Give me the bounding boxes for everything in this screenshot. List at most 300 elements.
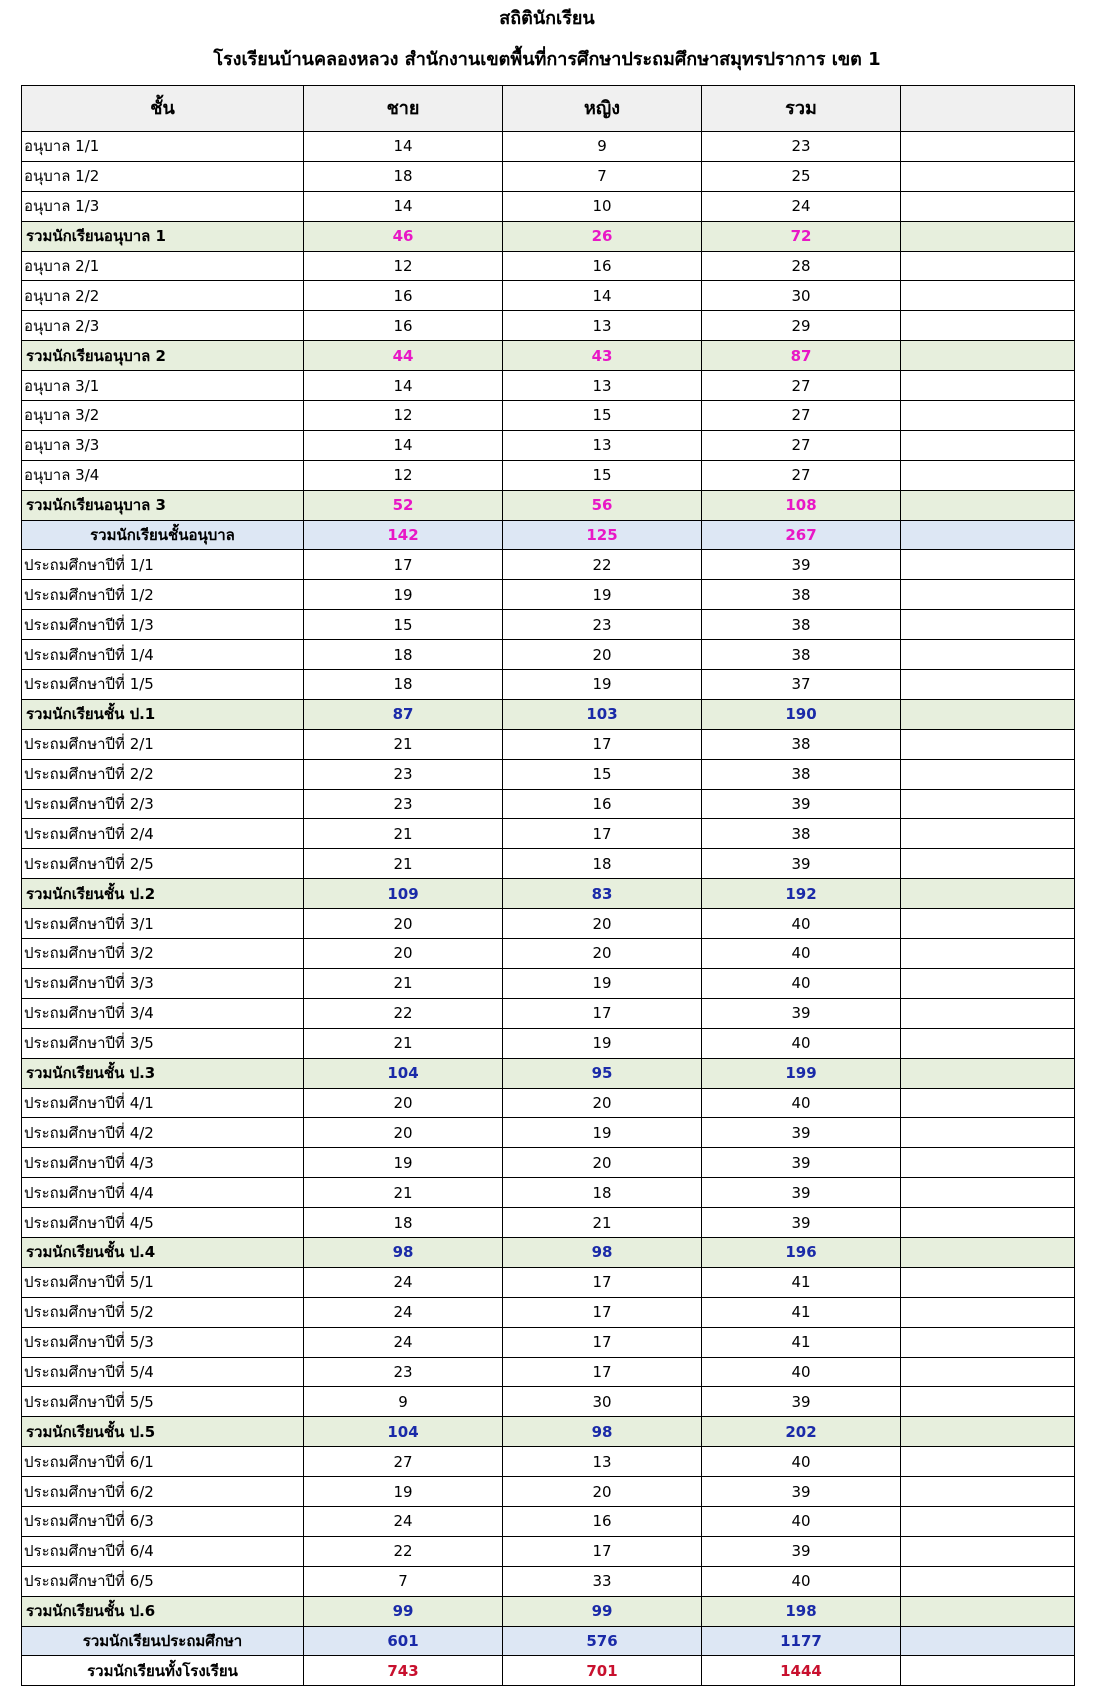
male-count-cell: 52 [304, 490, 503, 520]
total-count-cell: 28 [702, 251, 901, 281]
table-row [22, 1387, 1075, 1417]
class-name-cell: ประถมศึกษาปีที่ 4/3 [22, 1148, 304, 1178]
table-row [22, 1267, 1075, 1297]
header-total: รวม [702, 86, 901, 132]
female-count-cell: 17 [503, 729, 702, 759]
class-name-cell: รวมนักเรียนอนุบาล 1 [22, 221, 304, 251]
female-count-cell: 17 [503, 998, 702, 1028]
total-count-cell: 40 [702, 1357, 901, 1387]
class-name-cell: รวมนักเรียนประถมศึกษา [22, 1626, 304, 1656]
table-row [22, 759, 1075, 789]
table-row [22, 1477, 1075, 1507]
blank-cell [901, 1088, 1075, 1118]
total-count-cell: 38 [702, 759, 901, 789]
total-count-cell: 37 [702, 670, 901, 700]
female-count-cell: 20 [503, 939, 702, 969]
class-name-cell: อนุบาล 2/2 [22, 281, 304, 311]
male-count-cell: 21 [304, 729, 503, 759]
table-row [22, 1506, 1075, 1536]
table-row [22, 729, 1075, 759]
table-row [22, 1148, 1075, 1178]
table-row [22, 939, 1075, 969]
total-count-cell: 40 [702, 939, 901, 969]
total-count-cell: 192 [702, 879, 901, 909]
male-count-cell: 16 [304, 311, 503, 341]
female-count-cell: 14 [503, 281, 702, 311]
blank-cell [901, 729, 1075, 759]
female-count-cell: 19 [503, 580, 702, 610]
female-count-cell: 19 [503, 1118, 702, 1148]
class-name-cell: รวมนักเรียนอนุบาล 3 [22, 490, 304, 520]
blank-cell [901, 401, 1075, 431]
total-row [22, 699, 1075, 729]
total-count-cell: 196 [702, 1237, 901, 1267]
total-count-cell: 41 [702, 1267, 901, 1297]
male-count-cell: 9 [304, 1387, 503, 1417]
male-count-cell: 7 [304, 1566, 503, 1596]
blank-cell [901, 1536, 1075, 1566]
female-count-cell: 13 [503, 371, 702, 401]
class-name-cell: ประถมศึกษาปีที่ 3/4 [22, 998, 304, 1028]
class-name-cell: ประถมศึกษาปีที่ 3/1 [22, 909, 304, 939]
total-count-cell: 1177 [702, 1626, 901, 1656]
blank-cell [901, 819, 1075, 849]
class-name-cell: ประถมศึกษาปีที่ 2/5 [22, 849, 304, 879]
table-row [22, 909, 1075, 939]
table-row [22, 1536, 1075, 1566]
male-count-cell: 12 [304, 251, 503, 281]
class-name-cell: อนุบาล 1/1 [22, 132, 304, 162]
female-count-cell: 16 [503, 251, 702, 281]
blank-cell [901, 1626, 1075, 1656]
table-row [22, 251, 1075, 281]
male-count-cell: 19 [304, 1477, 503, 1507]
class-name-cell: ประถมศึกษาปีที่ 1/2 [22, 580, 304, 610]
table-row [22, 1208, 1075, 1238]
blank-cell [901, 1148, 1075, 1178]
table-row [22, 1028, 1075, 1058]
male-count-cell: 44 [304, 341, 503, 371]
female-count-cell: 21 [503, 1208, 702, 1238]
male-count-cell: 24 [304, 1267, 503, 1297]
total-row [22, 221, 1075, 251]
total-count-cell: 25 [702, 161, 901, 191]
total-row [22, 1596, 1075, 1626]
blank-cell [901, 251, 1075, 281]
female-count-cell: 701 [503, 1656, 702, 1686]
blank-cell [901, 849, 1075, 879]
male-count-cell: 14 [304, 371, 503, 401]
table-row [22, 1297, 1075, 1327]
class-name-cell: รวมนักเรียนชั้น ป.1 [22, 699, 304, 729]
total-count-cell: 27 [702, 460, 901, 490]
blank-cell [901, 1596, 1075, 1626]
blank-cell [901, 939, 1075, 969]
male-count-cell: 21 [304, 819, 503, 849]
total-count-cell: 40 [702, 909, 901, 939]
male-count-cell: 23 [304, 1357, 503, 1387]
male-count-cell: 19 [304, 580, 503, 610]
male-count-cell: 87 [304, 699, 503, 729]
blank-cell [901, 341, 1075, 371]
female-count-cell: 99 [503, 1596, 702, 1626]
total-row [22, 1626, 1075, 1656]
class-name-cell: ประถมศึกษาปีที่ 2/1 [22, 729, 304, 759]
table-row [22, 670, 1075, 700]
table-row [22, 1118, 1075, 1148]
table-row [22, 580, 1075, 610]
table-row [22, 1088, 1075, 1118]
total-count-cell: 38 [702, 610, 901, 640]
header-class: ชั้น [22, 86, 304, 132]
female-count-cell: 19 [503, 1028, 702, 1058]
table-row [22, 1357, 1075, 1387]
blank-cell [901, 430, 1075, 460]
female-count-cell: 17 [503, 1357, 702, 1387]
blank-cell [901, 998, 1075, 1028]
total-count-cell: 39 [702, 1387, 901, 1417]
male-count-cell: 12 [304, 460, 503, 490]
blank-cell [901, 1297, 1075, 1327]
total-count-cell: 38 [702, 819, 901, 849]
blank-cell [901, 191, 1075, 221]
table-row [22, 430, 1075, 460]
class-name-cell: รวมนักเรียนชั้น ป.6 [22, 1596, 304, 1626]
total-count-cell: 39 [702, 1208, 901, 1238]
class-name-cell: ประถมศึกษาปีที่ 4/4 [22, 1178, 304, 1208]
total-count-cell: 198 [702, 1596, 901, 1626]
male-count-cell: 109 [304, 879, 503, 909]
class-name-cell: รวมนักเรียนทั้งโรงเรียน [22, 1656, 304, 1686]
table-row [22, 849, 1075, 879]
blank-cell [901, 1417, 1075, 1447]
total-count-cell: 87 [702, 341, 901, 371]
blank-cell [901, 1208, 1075, 1238]
blank-cell [901, 1327, 1075, 1357]
female-count-cell: 83 [503, 879, 702, 909]
blank-cell [901, 550, 1075, 580]
total-row [22, 1237, 1075, 1267]
blank-cell [901, 1477, 1075, 1507]
blank-cell [901, 1058, 1075, 1088]
total-count-cell: 27 [702, 430, 901, 460]
class-name-cell: ประถมศึกษาปีที่ 5/2 [22, 1297, 304, 1327]
male-count-cell: 18 [304, 1208, 503, 1238]
female-count-cell: 30 [503, 1387, 702, 1417]
blank-cell [901, 580, 1075, 610]
class-name-cell: อนุบาล 3/1 [22, 371, 304, 401]
male-count-cell: 46 [304, 221, 503, 251]
total-count-cell: 39 [702, 789, 901, 819]
female-count-cell: 17 [503, 1267, 702, 1297]
blank-cell [901, 221, 1075, 251]
blank-cell [901, 1357, 1075, 1387]
table-header-row [22, 86, 1075, 132]
female-count-cell: 26 [503, 221, 702, 251]
female-count-cell: 56 [503, 490, 702, 520]
total-count-cell: 38 [702, 580, 901, 610]
female-count-cell: 125 [503, 520, 702, 550]
class-name-cell: รวมนักเรียนชั้น ป.5 [22, 1417, 304, 1447]
class-name-cell: ประถมศึกษาปีที่ 4/5 [22, 1208, 304, 1238]
class-name-cell: ประถมศึกษาปีที่ 4/1 [22, 1088, 304, 1118]
male-count-cell: 601 [304, 1626, 503, 1656]
female-count-cell: 15 [503, 759, 702, 789]
female-count-cell: 20 [503, 909, 702, 939]
class-name-cell: ประถมศึกษาปีที่ 5/1 [22, 1267, 304, 1297]
blank-cell [901, 610, 1075, 640]
header-female: หญิง [503, 86, 702, 132]
page-title: สถิตินักเรียน [499, 8, 595, 29]
table-row [22, 161, 1075, 191]
total-count-cell: 39 [702, 1118, 901, 1148]
total-count-cell: 39 [702, 998, 901, 1028]
male-count-cell: 15 [304, 610, 503, 640]
blank-cell [901, 1387, 1075, 1417]
male-count-cell: 99 [304, 1596, 503, 1626]
class-name-cell: ประถมศึกษาปีที่ 2/2 [22, 759, 304, 789]
total-count-cell: 30 [702, 281, 901, 311]
class-name-cell: รวมนักเรียนอนุบาล 2 [22, 341, 304, 371]
male-count-cell: 142 [304, 520, 503, 550]
total-row [22, 520, 1075, 550]
total-count-cell: 39 [702, 550, 901, 580]
male-count-cell: 17 [304, 550, 503, 580]
female-count-cell: 98 [503, 1417, 702, 1447]
blank-cell [901, 1178, 1075, 1208]
class-name-cell: อนุบาล 1/3 [22, 191, 304, 221]
total-count-cell: 40 [702, 1506, 901, 1536]
class-name-cell: ประถมศึกษาปีที่ 6/4 [22, 1536, 304, 1566]
male-count-cell: 24 [304, 1327, 503, 1357]
female-count-cell: 18 [503, 1178, 702, 1208]
blank-cell [901, 968, 1075, 998]
class-name-cell: อนุบาล 3/4 [22, 460, 304, 490]
blank-cell [901, 311, 1075, 341]
total-count-cell: 39 [702, 1536, 901, 1566]
table-row [22, 1566, 1075, 1596]
male-count-cell: 98 [304, 1237, 503, 1267]
class-name-cell: ประถมศึกษาปีที่ 1/1 [22, 550, 304, 580]
blank-cell [901, 161, 1075, 191]
total-count-cell: 72 [702, 221, 901, 251]
total-count-cell: 41 [702, 1327, 901, 1357]
class-name-cell: อนุบาล 3/3 [22, 430, 304, 460]
female-count-cell: 103 [503, 699, 702, 729]
female-count-cell: 20 [503, 1477, 702, 1507]
male-count-cell: 743 [304, 1656, 503, 1686]
blank-cell [901, 789, 1075, 819]
class-name-cell: ประถมศึกษาปีที่ 1/5 [22, 670, 304, 700]
student-stats-table [21, 85, 1075, 1686]
male-count-cell: 14 [304, 191, 503, 221]
class-name-cell: ประถมศึกษาปีที่ 6/5 [22, 1566, 304, 1596]
class-name-cell: อนุบาล 1/2 [22, 161, 304, 191]
male-count-cell: 14 [304, 430, 503, 460]
female-count-cell: 22 [503, 550, 702, 580]
table-row [22, 640, 1075, 670]
total-count-cell: 41 [702, 1297, 901, 1327]
male-count-cell: 21 [304, 1028, 503, 1058]
female-count-cell: 20 [503, 1088, 702, 1118]
total-row [22, 879, 1075, 909]
total-count-cell: 267 [702, 520, 901, 550]
female-count-cell: 576 [503, 1626, 702, 1656]
male-count-cell: 16 [304, 281, 503, 311]
female-count-cell: 7 [503, 161, 702, 191]
blank-cell [901, 759, 1075, 789]
class-name-cell: อนุบาล 2/3 [22, 311, 304, 341]
class-name-cell: ประถมศึกษาปีที่ 5/5 [22, 1387, 304, 1417]
header-male: ชาย [304, 86, 503, 132]
total-count-cell: 1444 [702, 1656, 901, 1686]
total-count-cell: 108 [702, 490, 901, 520]
blank-cell [901, 1506, 1075, 1536]
blank-cell [901, 1028, 1075, 1058]
male-count-cell: 21 [304, 849, 503, 879]
table-row [22, 191, 1075, 221]
total-row [22, 1058, 1075, 1088]
total-count-cell: 39 [702, 849, 901, 879]
blank-cell [901, 1267, 1075, 1297]
female-count-cell: 43 [503, 341, 702, 371]
class-name-cell: ประถมศึกษาปีที่ 5/4 [22, 1357, 304, 1387]
female-count-cell: 19 [503, 670, 702, 700]
total-count-cell: 40 [702, 1028, 901, 1058]
blank-cell [901, 1447, 1075, 1477]
class-name-cell: ประถมศึกษาปีที่ 2/3 [22, 789, 304, 819]
total-row [22, 341, 1075, 371]
female-count-cell: 33 [503, 1566, 702, 1596]
female-count-cell: 13 [503, 1447, 702, 1477]
male-count-cell: 22 [304, 1536, 503, 1566]
total-count-cell: 40 [702, 1447, 901, 1477]
class-name-cell: รวมนักเรียนชั้น ป.4 [22, 1237, 304, 1267]
class-name-cell: ประถมศึกษาปีที่ 5/3 [22, 1327, 304, 1357]
total-count-cell: 202 [702, 1417, 901, 1447]
class-name-cell: ประถมศึกษาปีที่ 3/3 [22, 968, 304, 998]
table-row [22, 311, 1075, 341]
table-row [22, 281, 1075, 311]
class-name-cell: ประถมศึกษาปีที่ 6/2 [22, 1477, 304, 1507]
total-row [22, 1656, 1075, 1686]
male-count-cell: 104 [304, 1058, 503, 1088]
total-count-cell: 39 [702, 1477, 901, 1507]
table-row [22, 610, 1075, 640]
female-count-cell: 17 [503, 1327, 702, 1357]
class-name-cell: ประถมศึกษาปีที่ 2/4 [22, 819, 304, 849]
male-count-cell: 22 [304, 998, 503, 1028]
male-count-cell: 18 [304, 640, 503, 670]
male-count-cell: 24 [304, 1506, 503, 1536]
total-count-cell: 38 [702, 640, 901, 670]
male-count-cell: 21 [304, 968, 503, 998]
male-count-cell: 18 [304, 161, 503, 191]
male-count-cell: 21 [304, 1178, 503, 1208]
female-count-cell: 10 [503, 191, 702, 221]
female-count-cell: 23 [503, 610, 702, 640]
blank-cell [901, 281, 1075, 311]
male-count-cell: 24 [304, 1297, 503, 1327]
female-count-cell: 19 [503, 968, 702, 998]
total-count-cell: 40 [702, 1088, 901, 1118]
male-count-cell: 14 [304, 132, 503, 162]
female-count-cell: 13 [503, 430, 702, 460]
class-name-cell: ประถมศึกษาปีที่ 1/4 [22, 640, 304, 670]
class-name-cell: อนุบาล 3/2 [22, 401, 304, 431]
table-row [22, 1447, 1075, 1477]
male-count-cell: 12 [304, 401, 503, 431]
female-count-cell: 9 [503, 132, 702, 162]
female-count-cell: 95 [503, 1058, 702, 1088]
total-count-cell: 38 [702, 729, 901, 759]
blank-cell [901, 670, 1075, 700]
male-count-cell: 23 [304, 789, 503, 819]
class-name-cell: ประถมศึกษาปีที่ 4/2 [22, 1118, 304, 1148]
blank-cell [901, 1118, 1075, 1148]
total-count-cell: 39 [702, 1148, 901, 1178]
total-count-cell: 40 [702, 1566, 901, 1596]
class-name-cell: ประถมศึกษาปีที่ 1/3 [22, 610, 304, 640]
class-name-cell: ประถมศึกษาปีที่ 3/2 [22, 939, 304, 969]
class-name-cell: ประถมศึกษาปีที่ 3/5 [22, 1028, 304, 1058]
blank-cell [901, 371, 1075, 401]
total-row [22, 1417, 1075, 1447]
blank-cell [901, 460, 1075, 490]
class-name-cell: รวมนักเรียนชั้น ป.3 [22, 1058, 304, 1088]
class-name-cell: ประถมศึกษาปีที่ 6/3 [22, 1506, 304, 1536]
male-count-cell: 18 [304, 670, 503, 700]
class-name-cell: ประถมศึกษาปีที่ 6/1 [22, 1447, 304, 1477]
header-blank [901, 86, 1075, 132]
female-count-cell: 16 [503, 1506, 702, 1536]
total-count-cell: 23 [702, 132, 901, 162]
table-row [22, 371, 1075, 401]
female-count-cell: 98 [503, 1237, 702, 1267]
total-count-cell: 190 [702, 699, 901, 729]
blank-cell [901, 879, 1075, 909]
blank-cell [901, 909, 1075, 939]
female-count-cell: 13 [503, 311, 702, 341]
blank-cell [901, 520, 1075, 550]
blank-cell [901, 1237, 1075, 1267]
female-count-cell: 18 [503, 849, 702, 879]
blank-cell [901, 490, 1075, 520]
total-count-cell: 27 [702, 371, 901, 401]
total-count-cell: 40 [702, 968, 901, 998]
table-row [22, 819, 1075, 849]
female-count-cell: 15 [503, 460, 702, 490]
blank-cell [901, 699, 1075, 729]
male-count-cell: 20 [304, 1088, 503, 1118]
class-name-cell: อนุบาล 2/1 [22, 251, 304, 281]
total-count-cell: 29 [702, 311, 901, 341]
table-row [22, 789, 1075, 819]
male-count-cell: 23 [304, 759, 503, 789]
blank-cell [901, 1566, 1075, 1596]
female-count-cell: 20 [503, 1148, 702, 1178]
class-name-cell: รวมนักเรียนชั้นอนุบาล [22, 520, 304, 550]
male-count-cell: 19 [304, 1148, 503, 1178]
blank-cell [901, 132, 1075, 162]
table-row [22, 401, 1075, 431]
male-count-cell: 20 [304, 939, 503, 969]
table-row [22, 968, 1075, 998]
female-count-cell: 17 [503, 819, 702, 849]
male-count-cell: 27 [304, 1447, 503, 1477]
female-count-cell: 17 [503, 1536, 702, 1566]
female-count-cell: 17 [503, 1297, 702, 1327]
